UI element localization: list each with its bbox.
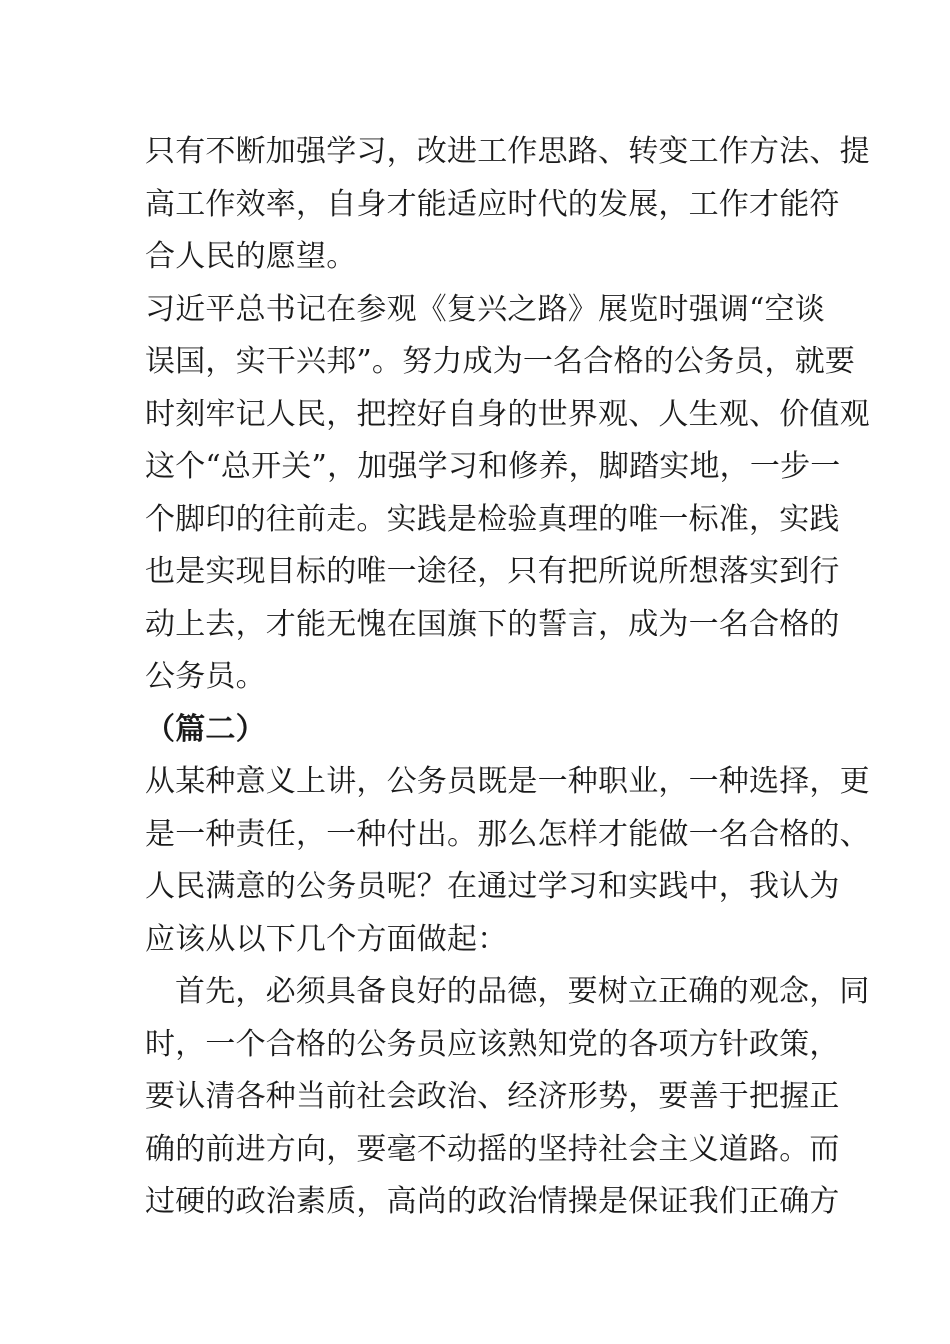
- text-line: 只有不断加强学习，改进工作思路、转变工作方法、提: [145, 134, 870, 169]
- text-line: 这个“总开关”，加强学习和修养，脚踏实地，一步一: [145, 449, 841, 484]
- text-line: 时，一个合格的公务员应该熟知党的各项方针政策，: [145, 1026, 840, 1062]
- text-line: 确的前进方向，要毫不动摇的坚持社会主义道路。而: [145, 1131, 840, 1167]
- text-line: 习近平总书记在参观《复兴之路》展览时强调“空谈: [145, 291, 825, 327]
- document-body: [145, 126, 870, 1229]
- text-line: 从某种意义上讲，公务员既是一种职业，一种选择，更: [145, 764, 870, 799]
- text-line: 过硬的政治素质，高尚的政治情操是保证我们正确方: [145, 1184, 840, 1219]
- text-line: 合人民的愿望。: [145, 239, 357, 274]
- text-line: 应该从以下几个方面做起：: [145, 921, 508, 957]
- text-line: 也是实现目标的唯一途径，只有把所说所想落实到行: [145, 554, 840, 589]
- text-line: 公务员。: [145, 659, 266, 694]
- text-line: 首先，必须具备良好的品德，要树立正确的观念，同: [175, 974, 870, 1009]
- text-line: 人民满意的公务员呢？在通过学习和实践中，我认为: [145, 869, 840, 904]
- text-line: 是一种责任，一种付出。那么怎样才能做一名合格的、: [145, 816, 870, 852]
- text-line: 时刻牢记人民，把控好自身的世界观、人生观、价值观: [145, 396, 870, 432]
- section-heading: （篇二）: [145, 711, 266, 747]
- text-line: 误国，实干兴邦”。努力成为一名合格的公务员，就要: [145, 344, 856, 379]
- text-line: 个脚印的往前走。实践是检验真理的唯一标准，实践: [145, 501, 840, 537]
- text-line: 要认清各种当前社会政治、经济形势，要善于把握正: [145, 1079, 840, 1114]
- text-line: 高工作效率，自身才能适应时代的发展，工作才能符: [145, 186, 840, 222]
- text-line: 动上去，才能无愧在国旗下的誓言，成为一名合格的: [145, 606, 840, 642]
